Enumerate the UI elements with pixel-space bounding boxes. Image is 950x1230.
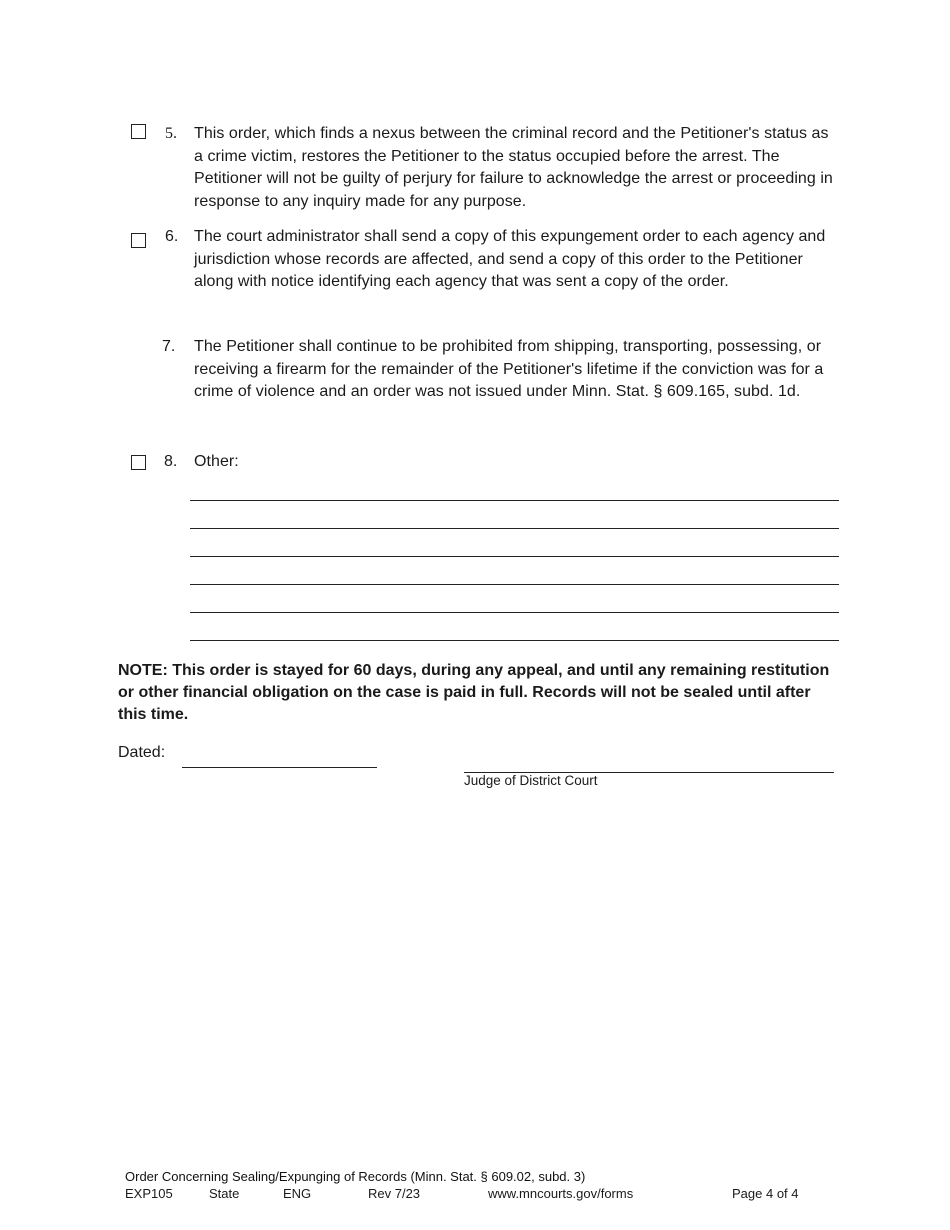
other-line-5[interactable] [190, 612, 839, 613]
footer-title: Order Concerning Sealing/Expunging of Records (Minn. Stat. § 609.02, subd. 3) [125, 1169, 586, 1184]
judge-label: Judge of District Court [464, 773, 598, 788]
other-line-3[interactable] [190, 556, 839, 557]
item-6-checkbox[interactable] [131, 233, 146, 248]
item-8-checkbox[interactable] [131, 455, 146, 470]
item-text: Other: [194, 453, 239, 470]
footer-url[interactable]: www.mncourts.gov/forms [488, 1186, 634, 1201]
item-number: 8. [164, 453, 178, 470]
footer-form-code: EXP105 [125, 1186, 173, 1201]
dated-label: Dated: [118, 744, 166, 761]
item-text: The Petitioner shall continue to be prohibited from shipping, transporting, possessing, or receiving a firearm for the remainder of the Petitioner's lifetime if the conviction was for a crime of violence and an order was not issued under Minn. Stat. § 609.165, subd. 1d. [194, 338, 824, 400]
stay-note: NOTE: This order is stayed for 60 days, during any appeal, and until any remaining restitution or other financial obligation on the case is paid in full. Records will not be sealed until after this time. [118, 662, 830, 723]
other-line-6[interactable] [190, 640, 839, 641]
item-5-checkbox[interactable] [131, 124, 146, 139]
item-text: This order, which finds a nexus between the criminal record and the Petitioner's status as a crime victim, restores the Petitioner to the status occupied before the arrest. The Petitioner will not be guilty of perjury for failure to acknowledge the arrest or proceeding in response to any inquiry made for any purpose. [194, 125, 833, 210]
footer-jurisdiction: State [209, 1186, 240, 1201]
footer-page-number: Page 4 of 4 [732, 1186, 799, 1201]
footer-revision: Rev 7/23 [368, 1186, 421, 1201]
item-number: 6. [165, 228, 179, 245]
item-number: 5. [165, 125, 177, 142]
other-line-2[interactable] [190, 528, 839, 529]
item-number: 7. [162, 338, 176, 355]
item-text: The court administrator shall send a copy of this expungement order to each agency and jurisdiction whose records are affected, and send a copy of this order to the Petitioner along with notice identifying each agency that was sent a copy of the order. [194, 228, 826, 290]
other-line-4[interactable] [190, 584, 839, 585]
other-line-1[interactable] [190, 500, 839, 501]
dated-field[interactable] [182, 767, 377, 768]
footer-language: ENG [283, 1186, 312, 1201]
